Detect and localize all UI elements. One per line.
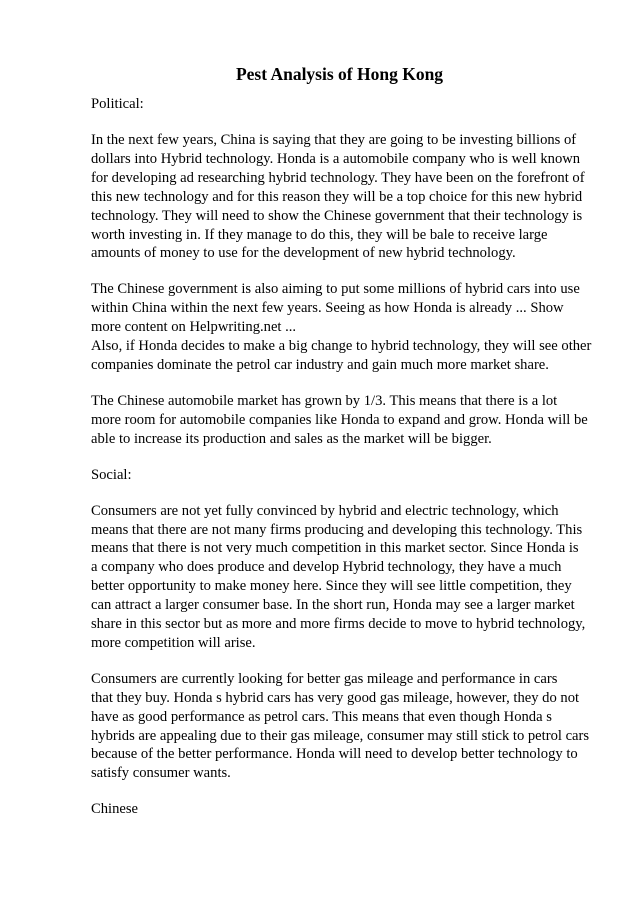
paragraph-market-share: Also, if Honda decides to make a big change to hybrid technology, they will see other companies dominate the petrol car industry and gain much more market share.	[91, 338, 592, 373]
chinese-heading: Chinese	[91, 801, 139, 818]
paragraph-gas-mileage: Consumers are currently looking for better gas mileage and performance in cars that they buy. Honda s hybrid cars has very good gas mileage, however, they do not have as good performance as petrol cars. This means that even though Honda s hybrids are appealing due to their gas mileage, consumer may still stick to petrol cars because of the better performance. Honda will need to develop better technology to satisfy consumer wants.	[91, 670, 590, 782]
paragraph-market-growth: The Chinese automobile market has grown by 1/3. This means that there is a lot more room for automobile companies like Honda to expand and grow. Honda will be able to increase its production and sales as the market will be bigger.	[91, 392, 588, 447]
political-heading: Political:	[91, 96, 144, 112]
paragraph-china-investment: In the next few years, China is saying that they are going to be investing billions of dollars into Hybrid technology. Honda is a automobile company who is well known for developing ad researching hybrid technology. They have been on the forefront of this new technology and for this reason they will be a top choice for this new hybrid technology. They will need to show the Chinese government that their technology is worth investing in. If they manage to do this, they will be bale to receive large amounts of money to use for the development of new hybrid technology.	[91, 132, 585, 262]
paragraph-consumer-conviction: Consumers are not yet fully convinced by hybrid and electric technology, which means that there are not many firms producing and developing this technology. This means that there is not very much competition in this market sector. Since Honda is a company who does produce and develop Hybrid technology, they have a much better opportunity to make money here. Since they will see little competition, they can attract a larger consumer base. In the short run, Honda may see a larger market share in this sector but as more and more firms decide to move to hybrid technology, more competition will arise.	[91, 502, 586, 651]
paragraph-hybrid-cars-goal: The Chinese government is also aiming to put some millions of hybrid cars into use within China within the next few years. Seeing as how Honda is already ... Show more content on Helpwriting.net ...	[91, 281, 580, 336]
social-heading: Social:	[91, 466, 132, 483]
document-title: Pest Analysis of Hong Kong	[235, 64, 444, 84]
